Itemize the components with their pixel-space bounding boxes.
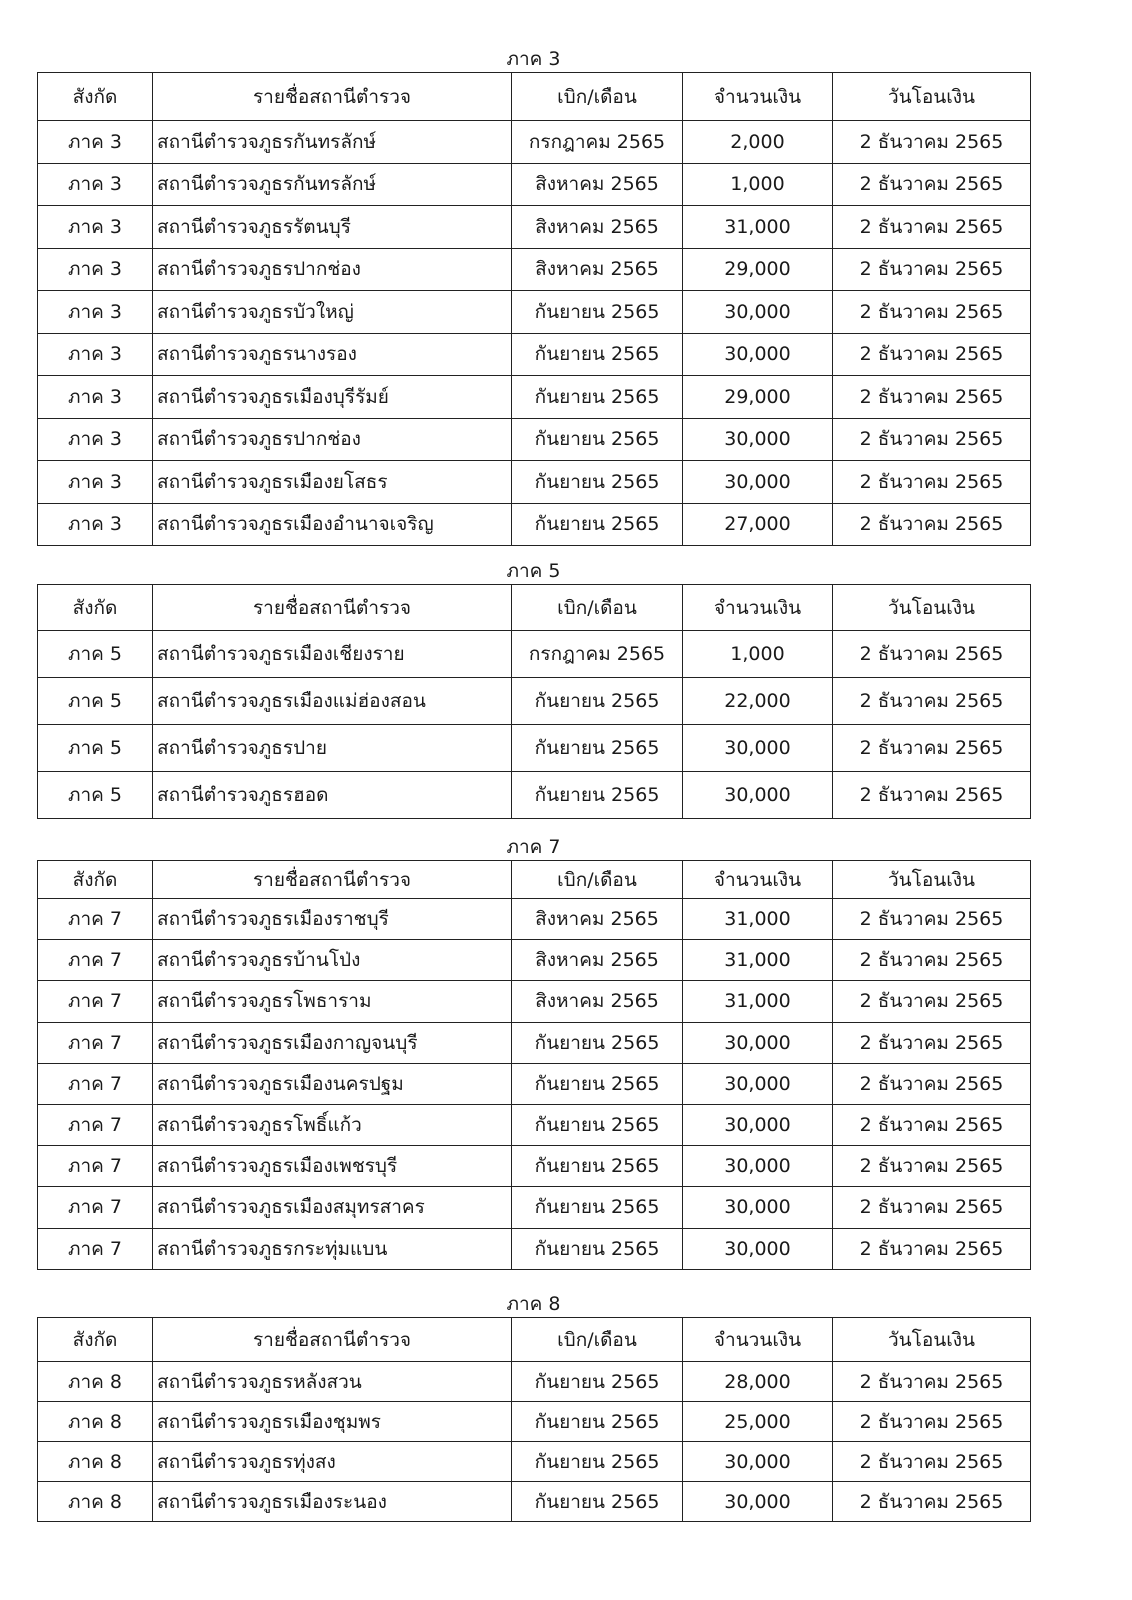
region-section <box>37 1291 1030 1522</box>
month-cell: สิงหาคม 2565 <box>512 899 683 940</box>
transfer-date-cell: 2 ธันวาคม 2565 <box>833 1402 1031 1442</box>
unit-cell: ภาค 3 <box>38 206 153 249</box>
station-name-cell: สถานีตำรวจภูธรบัวใหญ่ <box>153 291 512 334</box>
station-name-cell: สถานีตำรวจภูธรเมืองอำนาจเจริญ <box>153 503 512 546</box>
table-header-row <box>38 585 1031 631</box>
transfer-date-cell: 2 ธันวาคม 2565 <box>833 981 1031 1022</box>
table-header-row <box>38 861 1031 899</box>
amount-cell: 30,000 <box>683 1482 833 1522</box>
amount-cell: 30,000 <box>683 1187 833 1228</box>
transfer-date-cell: 2 ธันวาคม 2565 <box>833 206 1031 249</box>
transfer-date-cell: 2 ธันวาคม 2565 <box>833 1146 1031 1187</box>
table-header-row <box>38 1318 1031 1362</box>
transfer-date-cell: 2 ธันวาคม 2565 <box>833 503 1031 546</box>
table-row <box>38 678 1031 725</box>
station-name-cell: สถานีตำรวจภูธรกันทรลักษ์ <box>153 163 512 206</box>
transfer-date-cell: 2 ธันวาคม 2565 <box>833 1482 1031 1522</box>
transfer-date-cell: 2 ธันวาคม 2565 <box>833 1187 1031 1228</box>
station-name-cell: สถานีตำรวจภูธรฮอด <box>153 772 512 819</box>
amount-cell: 30,000 <box>683 1104 833 1145</box>
transfer-date-cell: 2 ธันวาคม 2565 <box>833 1104 1031 1145</box>
table-row <box>38 1402 1031 1442</box>
column-header: สังกัด <box>38 585 153 631</box>
month-cell: กันยายน 2565 <box>512 1402 683 1442</box>
unit-cell: ภาค 7 <box>38 1228 153 1269</box>
station-name-cell: สถานีตำรวจภูธรหลังสวน <box>153 1362 512 1402</box>
month-cell: สิงหาคม 2565 <box>512 248 683 291</box>
unit-cell: ภาค 3 <box>38 418 153 461</box>
column-header: รายชื่อสถานีตำรวจ <box>153 861 512 899</box>
month-cell: สิงหาคม 2565 <box>512 981 683 1022</box>
amount-cell: 31,000 <box>683 206 833 249</box>
unit-cell: ภาค 3 <box>38 121 153 164</box>
month-cell: กันยายน 2565 <box>512 1228 683 1269</box>
month-cell: กันยายน 2565 <box>512 1482 683 1522</box>
column-header: เบิก/เดือน <box>512 861 683 899</box>
station-name-cell: สถานีตำรวจภูธรเมืองราชบุรี <box>153 899 512 940</box>
unit-cell: ภาค 8 <box>38 1402 153 1442</box>
amount-cell: 30,000 <box>683 291 833 334</box>
month-cell: กันยายน 2565 <box>512 1022 683 1063</box>
table-row <box>38 772 1031 819</box>
column-header: เบิก/เดือน <box>512 585 683 631</box>
amount-cell: 27,000 <box>683 503 833 546</box>
station-name-cell: สถานีตำรวจภูธรปากช่อง <box>153 248 512 291</box>
amount-cell: 31,000 <box>683 981 833 1022</box>
month-cell: กันยายน 2565 <box>512 1362 683 1402</box>
unit-cell: ภาค 7 <box>38 1063 153 1104</box>
payment-table <box>37 860 1031 1270</box>
unit-cell: ภาค 7 <box>38 1022 153 1063</box>
month-cell: กันยายน 2565 <box>512 1104 683 1145</box>
station-name-cell: สถานีตำรวจภูธรโพธาราม <box>153 981 512 1022</box>
station-name-cell: สถานีตำรวจภูธรเมืองยโสธร <box>153 461 512 504</box>
amount-cell: 30,000 <box>683 1228 833 1269</box>
month-cell: กันยายน 2565 <box>512 291 683 334</box>
column-header: สังกัด <box>38 73 153 121</box>
transfer-date-cell: 2 ธันวาคม 2565 <box>833 1362 1031 1402</box>
section-title: ภาค 8 <box>506 1293 561 1315</box>
month-cell: กรกฎาคม 2565 <box>512 631 683 678</box>
unit-cell: ภาค 7 <box>38 1146 153 1187</box>
unit-cell: ภาค 8 <box>38 1442 153 1482</box>
unit-cell: ภาค 5 <box>38 678 153 725</box>
payment-table <box>37 584 1031 819</box>
unit-cell: ภาค 3 <box>38 291 153 334</box>
amount-cell: 30,000 <box>683 772 833 819</box>
month-cell: กันยายน 2565 <box>512 1442 683 1482</box>
column-header: จำนวนเงิน <box>683 861 833 899</box>
transfer-date-cell: 2 ธันวาคม 2565 <box>833 248 1031 291</box>
month-cell: สิงหาคม 2565 <box>512 206 683 249</box>
amount-cell: 25,000 <box>683 1402 833 1442</box>
table-row <box>38 1022 1031 1063</box>
amount-cell: 30,000 <box>683 461 833 504</box>
table-row <box>38 333 1031 376</box>
column-header: สังกัด <box>38 861 153 899</box>
station-name-cell: สถานีตำรวจภูธรเมืองแม่ฮ่องสอน <box>153 678 512 725</box>
transfer-date-cell: 2 ธันวาคม 2565 <box>833 1022 1031 1063</box>
unit-cell: ภาค 7 <box>38 981 153 1022</box>
amount-cell: 30,000 <box>683 1146 833 1187</box>
column-header: วันโอนเงิน <box>833 861 1031 899</box>
transfer-date-cell: 2 ธันวาคม 2565 <box>833 1442 1031 1482</box>
station-name-cell: สถานีตำรวจภูธรทุ่งสง <box>153 1442 512 1482</box>
month-cell: สิงหาคม 2565 <box>512 163 683 206</box>
table-row <box>38 1442 1031 1482</box>
unit-cell: ภาค 3 <box>38 461 153 504</box>
month-cell: กันยายน 2565 <box>512 678 683 725</box>
amount-cell: 30,000 <box>683 1063 833 1104</box>
unit-cell: ภาค 7 <box>38 1187 153 1228</box>
unit-cell: ภาค 3 <box>38 333 153 376</box>
amount-cell: 1,000 <box>683 631 833 678</box>
table-row <box>38 725 1031 772</box>
month-cell: กันยายน 2565 <box>512 461 683 504</box>
unit-cell: ภาค 7 <box>38 940 153 981</box>
month-cell: กันยายน 2565 <box>512 376 683 419</box>
transfer-date-cell: 2 ธันวาคม 2565 <box>833 163 1031 206</box>
transfer-date-cell: 2 ธันวาคม 2565 <box>833 418 1031 461</box>
table-row <box>38 291 1031 334</box>
table-row <box>38 940 1031 981</box>
unit-cell: ภาค 7 <box>38 1104 153 1145</box>
transfer-date-cell: 2 ธันวาคม 2565 <box>833 631 1031 678</box>
region-section <box>37 558 1030 819</box>
table-row <box>38 461 1031 504</box>
column-header: จำนวนเงิน <box>683 73 833 121</box>
amount-cell: 30,000 <box>683 1442 833 1482</box>
station-name-cell: สถานีตำรวจภูธรเมืองกาญจนบุรี <box>153 1022 512 1063</box>
table-row <box>38 418 1031 461</box>
payment-table <box>37 1317 1031 1522</box>
table-row <box>38 1146 1031 1187</box>
column-header: วันโอนเงิน <box>833 73 1031 121</box>
amount-cell: 2,000 <box>683 121 833 164</box>
station-name-cell: สถานีตำรวจภูธรโพธิ์แก้ว <box>153 1104 512 1145</box>
station-name-cell: สถานีตำรวจภูธรเมืองชุมพร <box>153 1402 512 1442</box>
month-cell: กันยายน 2565 <box>512 503 683 546</box>
station-name-cell: สถานีตำรวจภูธรบ้านโป่ง <box>153 940 512 981</box>
table-row <box>38 631 1031 678</box>
table-row <box>38 1063 1031 1104</box>
unit-cell: ภาค 7 <box>38 899 153 940</box>
region-section <box>37 834 1030 1270</box>
table-row <box>38 1104 1031 1145</box>
station-name-cell: สถานีตำรวจภูธรเมืองนครปฐม <box>153 1063 512 1104</box>
transfer-date-cell: 2 ธันวาคม 2565 <box>833 940 1031 981</box>
unit-cell: ภาค 3 <box>38 163 153 206</box>
column-header: รายชื่อสถานีตำรวจ <box>153 1318 512 1362</box>
station-name-cell: สถานีตำรวจภูธรเมืองเพชรบุรี <box>153 1146 512 1187</box>
unit-cell: ภาค 5 <box>38 725 153 772</box>
station-name-cell: สถานีตำรวจภูธรเมืองบุรีรัมย์ <box>153 376 512 419</box>
month-cell: กันยายน 2565 <box>512 333 683 376</box>
region-section <box>37 46 1030 546</box>
table-row <box>38 206 1031 249</box>
transfer-date-cell: 2 ธันวาคม 2565 <box>833 1228 1031 1269</box>
transfer-date-cell: 2 ธันวาคม 2565 <box>833 333 1031 376</box>
transfer-date-cell: 2 ธันวาคม 2565 <box>833 121 1031 164</box>
table-row <box>38 248 1031 291</box>
table-row <box>38 163 1031 206</box>
amount-cell: 1,000 <box>683 163 833 206</box>
section-title: ภาค 7 <box>506 836 561 858</box>
transfer-date-cell: 2 ธันวาคม 2565 <box>833 1063 1031 1104</box>
month-cell: กันยายน 2565 <box>512 1187 683 1228</box>
table-row <box>38 1187 1031 1228</box>
amount-cell: 29,000 <box>683 248 833 291</box>
payment-table <box>37 72 1031 546</box>
column-header: รายชื่อสถานีตำรวจ <box>153 73 512 121</box>
transfer-date-cell: 2 ธันวาคม 2565 <box>833 899 1031 940</box>
column-header: วันโอนเงิน <box>833 1318 1031 1362</box>
table-row <box>38 981 1031 1022</box>
table-row <box>38 503 1031 546</box>
station-name-cell: สถานีตำรวจภูธรกันทรลักษ์ <box>153 121 512 164</box>
amount-cell: 29,000 <box>683 376 833 419</box>
station-name-cell: สถานีตำรวจภูธรปากช่อง <box>153 418 512 461</box>
column-header: เบิก/เดือน <box>512 73 683 121</box>
unit-cell: ภาค 8 <box>38 1482 153 1522</box>
transfer-date-cell: 2 ธันวาคม 2565 <box>833 678 1031 725</box>
column-header: วันโอนเงิน <box>833 585 1031 631</box>
station-name-cell: สถานีตำรวจภูธรนางรอง <box>153 333 512 376</box>
column-header: จำนวนเงิน <box>683 1318 833 1362</box>
transfer-date-cell: 2 ธันวาคม 2565 <box>833 461 1031 504</box>
month-cell: กันยายน 2565 <box>512 1063 683 1104</box>
transfer-date-cell: 2 ธันวาคม 2565 <box>833 376 1031 419</box>
station-name-cell: สถานีตำรวจภูธรปาย <box>153 725 512 772</box>
unit-cell: ภาค 3 <box>38 248 153 291</box>
month-cell: กันยายน 2565 <box>512 772 683 819</box>
table-row <box>38 376 1031 419</box>
amount-cell: 28,000 <box>683 1362 833 1402</box>
month-cell: สิงหาคม 2565 <box>512 940 683 981</box>
month-cell: กรกฎาคม 2565 <box>512 121 683 164</box>
transfer-date-cell: 2 ธันวาคม 2565 <box>833 772 1031 819</box>
unit-cell: ภาค 3 <box>38 503 153 546</box>
transfer-date-cell: 2 ธันวาคม 2565 <box>833 291 1031 334</box>
table-row <box>38 899 1031 940</box>
amount-cell: 30,000 <box>683 333 833 376</box>
amount-cell: 31,000 <box>683 899 833 940</box>
table-header-row <box>38 73 1031 121</box>
station-name-cell: สถานีตำรวจภูธรรัตนบุรี <box>153 206 512 249</box>
column-header: รายชื่อสถานีตำรวจ <box>153 585 512 631</box>
unit-cell: ภาค 5 <box>38 631 153 678</box>
transfer-date-cell: 2 ธันวาคม 2565 <box>833 725 1031 772</box>
column-header: เบิก/เดือน <box>512 1318 683 1362</box>
amount-cell: 30,000 <box>683 725 833 772</box>
section-title: ภาค 3 <box>506 48 561 70</box>
amount-cell: 30,000 <box>683 418 833 461</box>
table-row <box>38 1482 1031 1522</box>
unit-cell: ภาค 8 <box>38 1362 153 1402</box>
section-title: ภาค 5 <box>506 560 561 582</box>
unit-cell: ภาค 3 <box>38 376 153 419</box>
station-name-cell: สถานีตำรวจภูธรเมืองเชียงราย <box>153 631 512 678</box>
station-name-cell: สถานีตำรวจภูธรกระทุ่มแบน <box>153 1228 512 1269</box>
month-cell: กันยายน 2565 <box>512 418 683 461</box>
unit-cell: ภาค 5 <box>38 772 153 819</box>
table-row <box>38 1228 1031 1269</box>
amount-cell: 22,000 <box>683 678 833 725</box>
column-header: จำนวนเงิน <box>683 585 833 631</box>
amount-cell: 30,000 <box>683 1022 833 1063</box>
station-name-cell: สถานีตำรวจภูธรเมืองสมุทรสาคร <box>153 1187 512 1228</box>
month-cell: กันยายน 2565 <box>512 725 683 772</box>
table-row <box>38 1362 1031 1402</box>
amount-cell: 31,000 <box>683 940 833 981</box>
month-cell: กันยายน 2565 <box>512 1146 683 1187</box>
table-row <box>38 121 1031 164</box>
column-header: สังกัด <box>38 1318 153 1362</box>
station-name-cell: สถานีตำรวจภูธรเมืองระนอง <box>153 1482 512 1522</box>
